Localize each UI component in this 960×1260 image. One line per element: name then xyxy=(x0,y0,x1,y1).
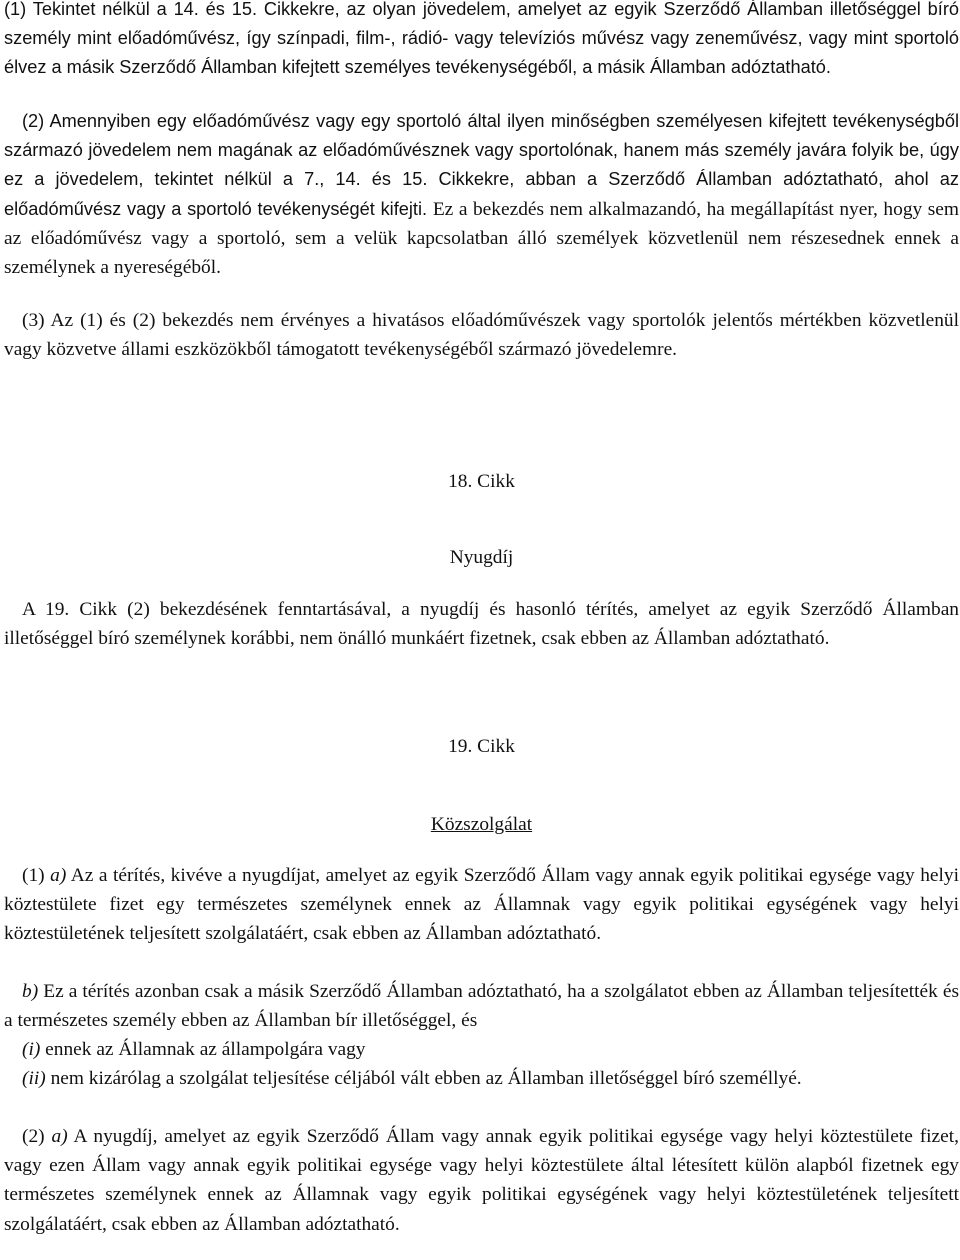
item-text: ennek az Államnak az állampolgára vagy xyxy=(45,1039,366,1060)
art19-title xyxy=(4,810,959,839)
art19-item-i xyxy=(4,1035,959,1064)
paragraph-text: (2) Amennyiben egy előadóművész vagy egy sportoló által ilyen minőségben személyesen kifejtett tevékenységből származó jövedelem nem magának az előadóművésznek vagy sportolónak, hanem más személy javára folyik be, úgy ez a jövedelem, tekintet nélkül a 7., 14. és 15. Cikkekre, abban a Szerződő Államban adóztatható, ahol az előadóművész vagy a sportoló tevékenységét kifejti. xyxy=(4,111,959,219)
item-label: (ii) xyxy=(22,1068,46,1089)
art19-paragraph-1b xyxy=(4,977,959,1035)
paragraph-text-continued: Ez a bekezdés nem alkalmazandó, ha megállapítást nyer, hogy sem az előadóművész vagy a sportoló, sem a velük kapcsolatban álló személyek közvetlenül nem részesednek ennek a személynek a nyereségéből. xyxy=(4,198,960,279)
art18-heading: 18. Cikk xyxy=(448,471,515,492)
subparagraph-label: a) xyxy=(50,865,67,886)
paragraph-text: A nyugdíj, amelyet az egyik Szerződő Állam vagy annak egyik politikai egysége vagy helyi köztestülete fizet, vagy ezen Állam vagy annak egyik politikai egysége vagy helyi köztestülete által létesített külön alapból fizetnek egy természetes személynek ennek az Államnak vagy egyik politikai egységének vagy helyi köztestületének teljesített szolgálatáért, csak ebben az Államban adóztatható. xyxy=(4,1126,959,1235)
paragraph-number: (1) xyxy=(22,865,45,886)
paragraph-text: Tekintet nélkül a 14. és 15. Cikkekre, az olyan jövedelem, amelyet az egyik Szerződő Államban illetőséggel bíró személy mint előadóművész, így színpadi, film-, rádió- vagy televíziós művész vagy zeneművész, vagy mint sportoló élvez a másik Szerződő Államban kifejtett személyes tevékenységéből, a másik Államban adóztatható. xyxy=(4,0,959,78)
art17-paragraph-2 xyxy=(4,107,959,282)
art18-paragraph-1: A 19. Cikk (2) bekezdésének fenntartásával, a nyugdíj és hasonló térítés, amelyet az egyik Szerződő Államban illetőséggel bíró személynek korábbi, nem önálló munkáért fizetnek, csak ebben az Államban adóztatható. xyxy=(4,599,959,650)
art19-heading: 19. Cikk xyxy=(448,736,515,757)
art18-title: Nyugdíj xyxy=(449,547,514,568)
paragraph-text: Az a térítés, kivéve a nyugdíjat, amelyet az egyik Szerződő Állam vagy annak egyik politikai egysége vagy helyi köztestülete fizet egy természetes személynek ennek az Államnak vagy egyik politikai egységének vagy helyi köztestületének teljesített szolgálatáért, csak ebben az Államban adóztatható. xyxy=(4,865,959,945)
art19-title-text: Közszolgálat xyxy=(430,814,533,835)
art17-paragraph-1 xyxy=(4,0,959,83)
subparagraph-label: a) xyxy=(51,1126,68,1147)
art19-paragraph-2a xyxy=(4,1122,959,1239)
paragraph-number: (2) xyxy=(22,1126,45,1147)
paragraph-text: Ez a térítés azonban csak a másik Szerződő Államban adóztatható, ha a szolgálatot ebben az Államban teljesítették és a természetes személy ebben az Államban bír illetőséggel, és xyxy=(4,981,959,1032)
art19-item-ii xyxy=(4,1064,959,1093)
subparagraph-label: b) xyxy=(22,981,39,1002)
item-label: (i) xyxy=(22,1039,41,1060)
paragraph-number: (1) xyxy=(4,0,27,19)
art17-paragraph-3: (3) Az (1) és (2) bekezdés nem érvényes a hivatásos előadóművészek vagy sportolók jelentős mértékben közvetlenül vagy közvetve állami eszközökből támogatott tevékenységéből származó jövedelemre. xyxy=(4,310,959,361)
art19-paragraph-1a xyxy=(4,861,959,949)
item-text: nem kizárólag a szolgálat teljesítése céljából vált ebben az Államban illetőséggel bíró személlyé. xyxy=(50,1068,802,1089)
